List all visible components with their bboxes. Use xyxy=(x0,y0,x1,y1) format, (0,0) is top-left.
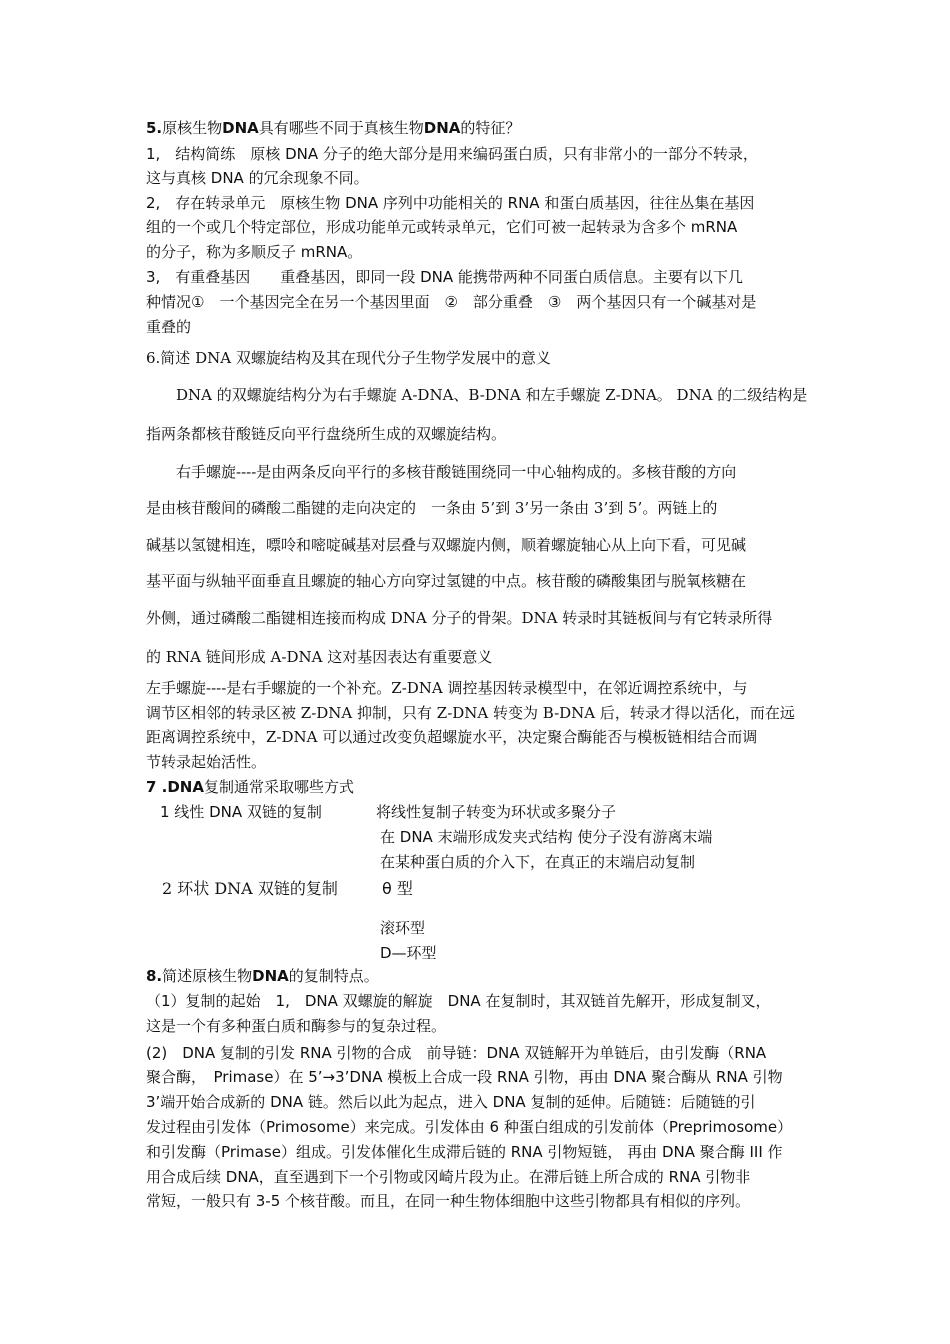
q5-line: 重叠的 xyxy=(146,318,192,336)
q6-line: 距离调控系统中，Z-DNA 可以通过改变负超螺旋水平，决定聚合酶能否与模板链相结合而调 xyxy=(146,728,758,746)
q8-line: （1）复制的起始 1, DNA 双螺旋的解旋 DNA 在复制时，其双链首先解开，形成复制叉， xyxy=(146,992,771,1010)
q7-title-text: 复制通常采取哪些方式 xyxy=(203,778,354,796)
q5-title-text-b: 具有哪些不同于真核生物 xyxy=(258,119,424,137)
q7-title-number: 7 .DNA xyxy=(146,778,204,796)
q5-line: 的分子，称为多顺反子 mRNA。 xyxy=(146,243,363,261)
q7-title xyxy=(146,776,354,798)
q8-title xyxy=(146,965,379,987)
q5-line: 组的一个或几个特定部位，形成功能单元或转录单元，它们可被一起转录为含多个 mRNA xyxy=(146,218,738,236)
q7-circular-item: D—环型 xyxy=(380,944,437,962)
q8-line: 用合成后续 DNA，直至遇到下一个引物或冈崎片段为止。在滞后链上所合成的 RNA 引物非 xyxy=(146,1168,751,1186)
q5-line: 1, 结构简练 原核 DNA 分子的绝大部分是用来编码蛋白质，只有非常小的一部分不转录， xyxy=(146,145,758,163)
q8-title-text-b: 的复制特点。 xyxy=(288,967,379,985)
q6-line: 指两条都核苷酸链反向平行盘绕所生成的双螺旋结构。 xyxy=(146,425,507,443)
q6-line: 碱基以氢键相连，嘌呤和嘧啶碱基对层叠与双螺旋内侧，顺着螺旋轴心从上向下看，可见碱 xyxy=(146,536,747,554)
q5-title-number: 5. xyxy=(146,119,163,137)
q7-linear-item: 在某种蛋白质的介入下，在真正的末端启动复制 xyxy=(380,853,696,871)
q5-line: 种情况① 一个基因完全在另一个基因里面 ② 部分重叠 ③ 两个基因只有一个碱基对是 xyxy=(146,293,757,311)
q8-title-text-a: 简述原核生物 xyxy=(162,967,253,985)
q5-title-text-c: 的特征？ xyxy=(460,119,521,137)
q6-line: 外侧，通过磷酸二酯键相连接而构成 DNA 分子的骨架。DNA 转录时其链板间与有它转录所得 xyxy=(146,609,773,627)
q6-line: 节转录起始活性。 xyxy=(146,753,267,771)
q5-line: 这与真核 DNA 的冗余现象不同。 xyxy=(146,169,369,187)
q5-title xyxy=(146,117,520,139)
q8-title-dna: DNA xyxy=(252,967,289,985)
q7-linear-item: 将线性复制子转变为环状或多聚分子 xyxy=(376,803,617,821)
q7-circular-item: θ 型 xyxy=(382,879,413,898)
q8-line: 和引发酶（Primase）组成。引发体催化生成滞后链的 RNA 引物短链， 再由 DNA 聚合酶 III 作 xyxy=(146,1143,783,1161)
q8-line: 这是一个有多种蛋白质和酶参与的复杂过程。 xyxy=(146,1017,447,1035)
q6-line: 左手螺旋----是右手螺旋的一个补充。Z-DNA 调控基因转录模型中，在邻近调控系统中，与 xyxy=(146,679,748,697)
q6-title: 6.简述 DNA 双螺旋结构及其在现代分子生物学发展中的意义 xyxy=(146,349,551,367)
q8-title-number: 8. xyxy=(146,967,163,985)
q7-linear-item: 在 DNA 末端形成发夹式结构 使分子没有游离末端 xyxy=(380,828,713,846)
q6-line: 调节区相邻的转录区被 Z-DNA 抑制，只有 Z-DNA 转变为 B-DNA 后，转录才得以活化，而在远 xyxy=(146,704,795,722)
q7-linear-label: 1 线性 DNA 双链的复制 xyxy=(160,803,322,821)
q5-title-dna-1: DNA xyxy=(222,119,259,137)
q6-line: 右手螺旋----是由两条反向平行的多核苷酸链围绕同一中心轴构成的。多核苷酸的方向 xyxy=(146,463,737,481)
q7-circular-label: 2 环状 DNA 双链的复制 xyxy=(162,879,338,898)
q5-line: 2, 存在转录单元 原核生物 DNA 序列中功能相关的 RNA 和蛋白质基因，往往丛集在基因 xyxy=(146,194,755,212)
q5-title-text-a: 原核生物 xyxy=(162,119,223,137)
q6-line: 是由核苷酸间的磷酸二酯键的走向决定的 一条由 5’到 3’另一条由 3’到 5’。两链上的 xyxy=(146,499,718,517)
q8-line: 发过程由引发体（Primosome）来完成。引发体由 6 种蛋白组成的引发前体（Preprimosome） xyxy=(146,1118,793,1136)
q8-line: 常短，一般只有 3-5 个核苷酸。而且，在同一种生物体细胞中这些引物都具有相似的序列。 xyxy=(146,1192,751,1210)
q8-line: (2) DNA 复制的引发 RNA 引物的合成 前导链：DNA 双链解开为单链后，由引发酶（RNA xyxy=(146,1044,767,1062)
q5-title-dna-2: DNA xyxy=(423,119,461,137)
q6-line: 基平面与纵轴平面垂直且螺旋的轴心方向穿过氢键的中点。核苷酸的磷酸集团与脱氧核糖在 xyxy=(146,572,747,590)
q6-line: 的 RNA 链间形成 A-DNA 这对基因表达有重要意义 xyxy=(146,648,493,666)
q5-line: 3, 有重叠基因 重叠基因，即同一段 DNA 能携带两种不同蛋白质信息。主要有以下几 xyxy=(146,268,743,286)
q8-line: 聚合酶， Primase）在 5’→3’DNA 模板上合成一段 RNA 引物，再由 DNA 聚合酶从 RNA 引物 xyxy=(146,1068,783,1086)
q8-line: 3’端开始合成新的 DNA 链。然后以此为起点，进入 DNA 复制的延伸。后随链：后随链的引 xyxy=(146,1093,756,1111)
q6-line: DNA 的双螺旋结构分为右手螺旋 A-DNA、B-DNA 和左手螺旋 Z-DNA。 DNA 的二级结构是 xyxy=(146,386,808,404)
q7-circular-item: 滚环型 xyxy=(380,919,426,937)
